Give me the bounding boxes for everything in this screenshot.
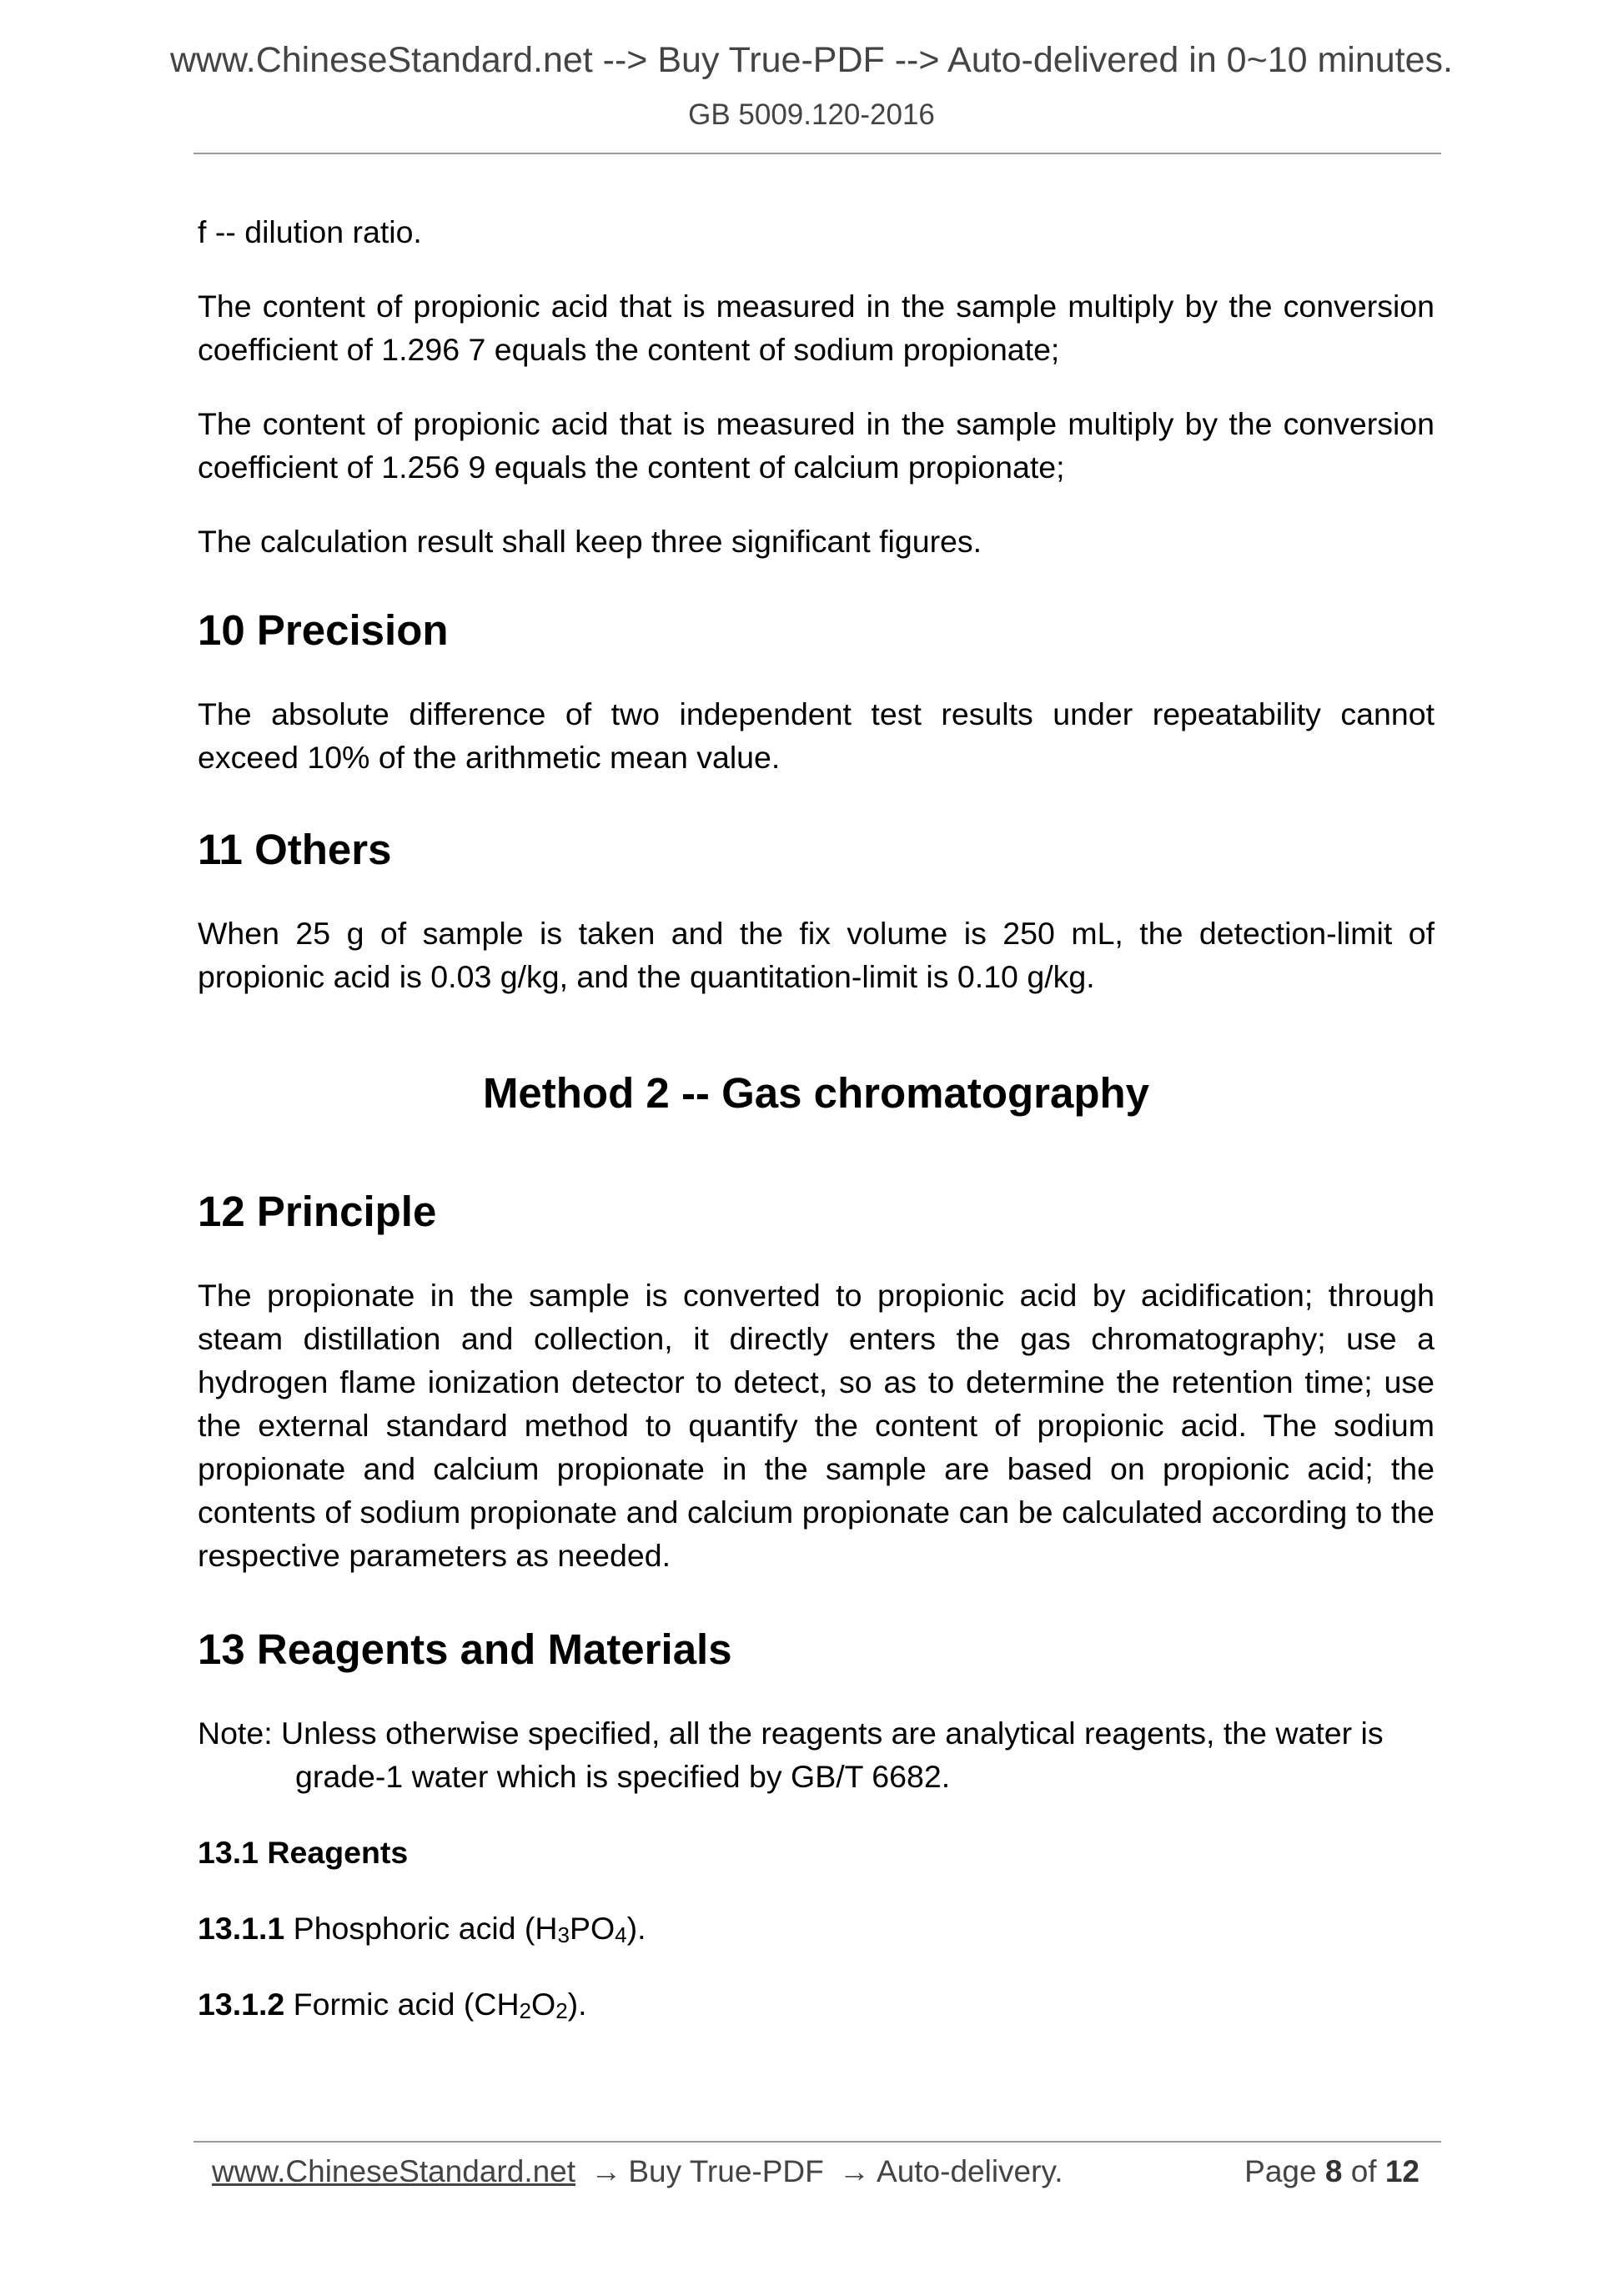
section-11-heading: 11 Others (198, 826, 392, 873)
calcium-propionate-conversion: The content of propionic acid that is measured in the sample multiply by the conversion coefficient of 1.256 9 equals the content of calcium propionate; (198, 406, 1435, 485)
right-arrow-icon: → (590, 2154, 622, 2188)
clause-number: 13.1.1 (198, 1911, 285, 1946)
subscript: 2 (519, 1998, 532, 2023)
clause-number: 13.1.2 (198, 1987, 285, 2022)
section-12-text: The propionate in the sample is converted to propionic acid by acidification; through steam distillation and collection, it directly enters the gas chromatography; use a hydrogen flame ionization detector to detect, so as to determine the retention time; use the external standard method to quantify the content of propionic acid. The sodium propionate and calcium propionate in the sample are based on propionic acid; the contents of sodium propionate and calcium propionate can be calculated according to the respective parameters as needed. (198, 1278, 1435, 1573)
significant-figures-note: The calculation result shall keep three significant figures. (198, 524, 982, 559)
section-12-heading: 12 Principle (198, 1188, 437, 1235)
page-footer (193, 2141, 1441, 2199)
header-divider (193, 153, 1441, 154)
total-pages: 12 (1384, 2154, 1419, 2188)
reagent-text: Phosphoric acid (H (284, 1911, 558, 1946)
section-13-heading: 13 Reagents and Materials (198, 1625, 732, 1673)
buy-pdf-text: Buy True-PDF (628, 2154, 824, 2188)
section-13-1-heading: 13.1 Reagents (198, 1835, 409, 1870)
reagent-text: Formic acid (CH (284, 1987, 520, 2022)
section-10-text: The absolute difference of two independent test results under repeatability cannot exceed 10% of the arithmetic mean value. (198, 696, 1435, 775)
section-11-text: When 25 g of sample is taken and the fix volume is 250 mL, the detection-limit of propionic acid is 0.03 g/kg, and the quantitation-limit is 0.10 g/kg. (198, 916, 1435, 994)
reagent-13-1-2 (198, 1982, 1435, 2026)
page-content (198, 210, 1435, 2026)
current-page: 8 (1324, 2154, 1343, 2188)
auto-delivery-text: Auto-delivery. (877, 2154, 1063, 2188)
reagent-text: ). (626, 1911, 646, 1946)
section-10-heading: 10 Precision (198, 606, 449, 654)
right-arrow-icon: → (839, 2154, 871, 2188)
sodium-propionate-conversion: The content of propionic acid that is measured in the sample multiply by the conversion coefficient of 1.296 7 equals the content of sodium propionate; (198, 289, 1435, 367)
reagent-text: PO (569, 1911, 616, 1946)
of-label: of (1350, 2154, 1377, 2188)
standard-code: GB 5009.120-2016 (688, 98, 935, 131)
footer-links (212, 2154, 1063, 2189)
subscript: 2 (555, 1998, 568, 2023)
method-2-heading: Method 2 -- Gas chromatography (482, 1069, 1150, 1117)
website-link[interactable]: www.ChineseStandard.net (212, 2154, 576, 2188)
reagent-text: ). (567, 1987, 587, 2022)
dilution-ratio-definition: f -- dilution ratio. (198, 214, 422, 249)
reagent-13-1-1 (198, 1907, 1435, 1950)
header-banner: www.ChineseStandard.net --> Buy True-PDF --> Auto-delivered in 0~10 minutes. (169, 40, 1453, 80)
section-13-note: Note: Unless otherwise specified, all the reagents are analytical reagents, the water is grade-1 water which is specified by GB/T 6682. (198, 1716, 1384, 1794)
subscript: 4 (615, 1922, 627, 1947)
page-label: Page (1244, 2154, 1317, 2188)
page-number (1244, 2154, 1419, 2189)
reagent-text: O (531, 1987, 556, 2022)
subscript: 3 (557, 1922, 570, 1947)
